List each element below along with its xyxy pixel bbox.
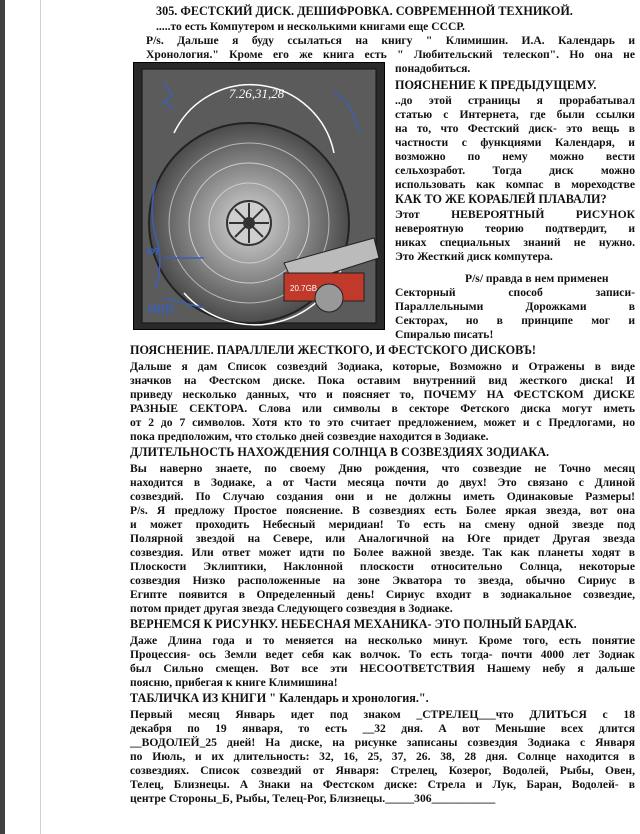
- section3-heading: ПОЯСНЕНИЕ. ПАРАЛЛЕЛИ ЖЕСТКОГО, И ФЕСТСКОГО ДИСКОВЪ!: [130, 343, 536, 357]
- section2-line-4: Это Жесткий диск компутера.: [395, 250, 553, 263]
- section1-line-5: возможно по нему можно вести: [395, 150, 635, 163]
- section5-line-3: был Сильно смещен. Вот все эти НЕСООТВЕТСТВИЯ Нашему небу я дальше: [130, 662, 635, 675]
- section4-line-10: Египте появится в Определенный день! Сириус входит в зодиакальное созвездие,: [130, 588, 635, 601]
- section3-line-5: от 2 до 7 символов. Хотя кто то это считает предложением, может и с Предлогами, но: [130, 416, 635, 429]
- section3-line-1: Дальше я дам Список созвездий Зодиака, которые, Возможно и Отражены в виде: [130, 360, 635, 373]
- section1-line-3: на то, что Фестский диск- это вещь в: [395, 122, 635, 135]
- section1-heading: ПОЯСНЕНИЕ К ПРЕДЫДУЩЕМУ.: [395, 78, 597, 92]
- section5-line-2: Процессия- ось Земли ведет себя как волчок. То есть тогда- почти 4000 лет Зодиак: [130, 648, 635, 661]
- section4-line-4: P/s. Я предложу Простое пояснение. В созвездиях есть Более яркая звезда, вот она: [130, 504, 635, 517]
- section3-line-4: РАЗНЫЕ СЕКТОРА. Слова или символы в секторе Фетского диска могут иметь: [130, 402, 635, 415]
- section5-line-4: поясню, прибегая к книге Климишина!: [130, 676, 338, 689]
- scan-fold-line: [40, 0, 41, 834]
- section5-heading: ВЕРНЕМСЯ К РИСУНКУ. НЕБЕСНАЯ МЕХАНИКА- ЭТО ПОЛНЫЙ БАРДАК.: [130, 617, 577, 631]
- section4-line-3: созвездий. По Случаю создания они и не должны иметь Одинаковые Размеры!: [130, 490, 635, 503]
- hdd-annotation: HDD: [148, 302, 174, 316]
- section4-line-9: созвездия Низко расположенные на зоне Экватора то звезда, обычно Сириус в: [130, 574, 635, 587]
- section4-heading: ДЛИТЕЛЬНОСТЬ НАХОЖДЕНИЯ СОЛНЦА В СОЗВЕЗДИЯХ ЗОДИАКА.: [130, 445, 550, 459]
- section3-line-2: значков на Фестском диске. Пока оставим внутренний вид жесткого диска! И: [130, 374, 635, 387]
- ps-right-line-4: Секторах, но в принципе мог и: [395, 314, 635, 327]
- section3-line-3: приведу несколько данных, что и поясняет то, ПОЧЕМУ НА ФЕСТСКОМ ДИСКЕ: [130, 388, 635, 401]
- section4-line-8: Плоскости Эклиптики, Наклонной плоскости относительно Солнца, некоторые: [130, 560, 635, 573]
- section6-line-6: Телец, Близнецы. А Знаки на Фестском диске: Стрела и Лук, Баран, Водолей- в: [130, 778, 635, 791]
- intro-line-2: P/s. Дальше я буду ссылаться на книгу " Климишин. И.А. Календарь и: [146, 34, 635, 47]
- section1-line-2: статью с Интернета, где были ссылки: [395, 108, 635, 121]
- section1-line-7: использовать как компас в мореходстве: [395, 178, 635, 191]
- section3-line-6: пока предположим, что столько дней созвездие находится в Зодиаке.: [130, 430, 489, 443]
- section2-heading: КАК ТО ЖЕ КОРАБЛЕЙ ПЛАВАЛИ?: [395, 192, 607, 206]
- arc-annotation: 7.26,31,28: [229, 86, 285, 101]
- section6-line-4: по Июль, и их длительность: 32, 16, 25, 37, 26. 38, 28 дня. Солнце находится в: [130, 750, 635, 763]
- section2-line-2: невероятную теорию подтвердит, и: [395, 222, 635, 235]
- scan-edge: [0, 0, 5, 834]
- section5-line-1: Даже Длина года и то меняется на несколько минут. Кроме того, есть понятие: [130, 634, 635, 647]
- section4-line-1: Вы наверно знаете, по своему Дню рождения, что созвездие не Точно месяц: [130, 462, 635, 475]
- section4-line-11: потом придет другая звезда Следующего созвездия в Зодиаке.: [130, 602, 453, 615]
- ps-right-line-5: Спиралью писать!: [395, 328, 494, 341]
- sticker-text: 20.7GB: [290, 284, 318, 293]
- intro-line-4: понадобиться.: [395, 62, 471, 75]
- section1-line-6: сельхозработ. Тогда диск можно: [395, 164, 635, 177]
- section4-line-5: и может проходить Небесный меридиан! То есть на смену одной звезде под: [130, 518, 635, 531]
- section4-line-2: находится в Зодиаке, а от Части месяца почти до двух! Это связано с Длиной: [130, 476, 635, 489]
- section2-line-1: Этот НЕВЕРОЯТНЫЙ РИСУНОК: [395, 208, 635, 221]
- ps-right-line-1: P/s/ правда в нем применен: [465, 272, 609, 285]
- ft-annotation: ФТ: [146, 247, 161, 258]
- section6-heading: ТАБЛИЧКА ИЗ КНИГИ " Календарь и хронология.".: [130, 691, 429, 705]
- intro-line-1: .....то есть Компутером и несколькими книгами еще СССР.: [156, 20, 465, 33]
- ps-right-line-2: Секторный способ записи-: [395, 286, 635, 299]
- ps-right-line-3: Параллельными Дорожками в: [395, 300, 635, 313]
- section2-line-3: никах специальных знаний не нужно.: [395, 236, 635, 249]
- section4-line-7: созвездия. Или ответ может идти по Более важной звезде. Так как планеты ходят в: [130, 546, 635, 559]
- section6-line-7: центре Стороны_Б, Рыбы, Телец-Рог, Близнецы._____306___________: [130, 792, 496, 805]
- page-title: 305. ФЕСТСКИЙ ДИСК. ДЕШИФРОВКА. СОВРЕМЕННОЙ ТЕХНИКОЙ.: [156, 4, 573, 18]
- section4-line-6: Полярной звездой на Севере, или Аналогичной на Юге придет Другая звезда: [130, 532, 635, 545]
- hard-disk-photo: [133, 62, 385, 330]
- section1-line-1: ..до этой страницы я прорабатывал: [395, 94, 635, 107]
- section6-line-3: __ВОДОЛЕЙ_25 дней! На диске, на рисунке записаны созвездия Зодиака с Января: [130, 736, 635, 749]
- section6-line-5: созвездиях. Список созвездий от Января: Стрелец, Козерог, Водолей, Рыбы, Овен,: [130, 764, 635, 777]
- intro-line-3: Хронология." Кроме его же книга есть " Любительский телескоп". Но она не: [146, 48, 635, 61]
- hard-disk-illustration: [134, 63, 384, 329]
- section6-line-2: декабря по 19 января, то есть __32 дня. А вот Меньшие всех длится: [130, 722, 635, 735]
- section6-line-1: Первый месяц Январь идет под знаком _СТРЕЛЕЦ___что ДЛИТЬСЯ с 18: [130, 708, 635, 721]
- section1-line-4: частности с функциями Календаря, и: [395, 136, 635, 149]
